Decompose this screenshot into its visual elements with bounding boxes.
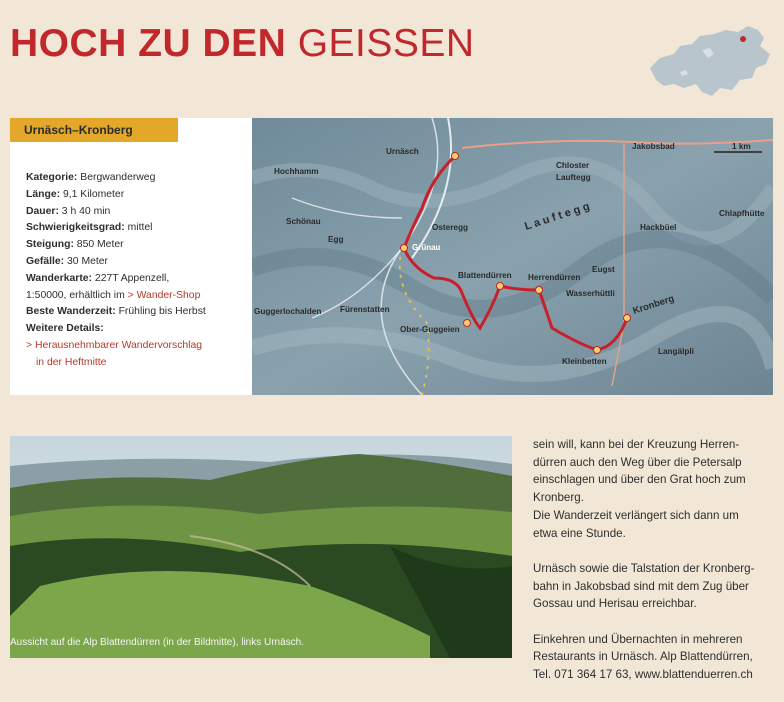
info-list [26, 170, 250, 372]
info-value: 3 h 40 min [58, 205, 111, 217]
body-text [533, 436, 778, 702]
place-herrendurren: Herrendürren [528, 273, 581, 282]
place-hackbuehl: Hackbüel [640, 223, 677, 232]
route-map-svg [252, 118, 773, 395]
info-label: Schwierigkeitsgrad: [26, 222, 125, 234]
info-value: mittel [124, 222, 153, 234]
info-label: Kategorie: [26, 172, 78, 183]
place-eugst: Eugst [592, 265, 615, 274]
paragraph [533, 436, 778, 507]
place-blattendurren: Blattendürren [458, 271, 512, 280]
info-label: Wanderkarte: [26, 272, 93, 284]
info-label: Weitere Details: [26, 323, 104, 335]
landscape-photo-svg [10, 436, 512, 658]
landscape-photo [10, 436, 512, 658]
place-lauftegg-big: L a u f t e g g [523, 200, 592, 233]
paragraph [533, 507, 778, 542]
info-row [26, 187, 250, 204]
text-line: etwa eine Stunde. [533, 526, 626, 540]
info-row [26, 237, 250, 254]
info-label: Dauer: [26, 205, 59, 217]
place-kleinbetten: Kleinbetten [562, 357, 607, 366]
place-hochhamm: Hochhamm [274, 167, 319, 176]
text-line: sein will, kann bei der Kreuzung Herren- [533, 438, 740, 451]
text-line: Urnäsch sowie die Talstation der Kronberg- [533, 561, 755, 575]
info-row [26, 204, 250, 221]
route-map [252, 118, 773, 395]
page-title [10, 22, 475, 66]
place-egg: Egg [328, 235, 344, 244]
map-scale-text: 1:50000, erhältlich im [26, 289, 125, 301]
paragraph [533, 560, 778, 613]
switzerland-locator-map [640, 10, 780, 110]
scale-label: 1 km [732, 142, 751, 151]
text-line: dürren auch den Weg über die Petersalp [533, 455, 742, 469]
info-value: 9,1 Kilometer [60, 188, 125, 200]
location-marker-icon [740, 36, 746, 42]
info-value: Frühling bis Herbst [115, 306, 206, 318]
info-value: 30 Meter [64, 255, 109, 267]
place-guggerloch: Guggerlochalden [254, 307, 322, 316]
text-line: Gossau und Herisau erreichbar. [533, 597, 697, 611]
info-label: Steigung: [26, 239, 74, 251]
title-bold: HOCH ZU DEN [10, 22, 287, 65]
text-line: Restaurants in Urnäsch. Alp Blattendürren, [533, 650, 753, 664]
photo-caption: Aussicht auf die Alp Blattendürren (in der Bildmitte), links Urnäsch. [10, 637, 305, 648]
text-line: Tel. 071 364 17 63, www.blattenduerren.ch [533, 668, 753, 682]
place-gruenau: Grünau [412, 243, 441, 252]
info-value: 850 Meter [73, 239, 124, 251]
info-value: Bergwanderweg [77, 172, 156, 183]
place-wasserhuettli: Wasserhüttli [566, 289, 615, 298]
info-box [10, 118, 252, 395]
info-label: Beste Wanderzeit: [26, 306, 116, 318]
info-row [26, 321, 250, 338]
place-langaelpli: Langälpli [658, 347, 694, 356]
place-chlapfhuette: Chlapfhütte [719, 209, 765, 218]
details-link[interactable]: > Herausnehmbarer Wandervorschlag [26, 339, 203, 351]
details-link-cont[interactable]: in der Heftmitte [36, 356, 107, 368]
info-row [26, 304, 250, 321]
place-lauftegg-small: Lauftegg [556, 173, 591, 182]
place-oberguggeien: Ober-Guggeien [400, 325, 460, 334]
info-heading-bar [10, 118, 178, 142]
text-line: einschlagen und über den Grat hoch zum [533, 473, 746, 487]
info-label: Länge: [26, 188, 61, 200]
info-value: 227T Appenzell, [92, 272, 170, 284]
place-fuerenstatten: Fürenstatten [340, 305, 390, 314]
info-row [26, 271, 250, 288]
text-line: Die Wanderzeit verlängert sich dann um [533, 508, 739, 522]
info-heading: Urnäsch–Kronberg [24, 123, 133, 137]
place-jakobsbad: Jakobsbad [632, 142, 675, 151]
title-light: GEISSEN [297, 22, 475, 65]
text-line: Kronberg. [533, 491, 584, 505]
place-kronberg: Kronberg [631, 293, 676, 317]
wander-shop-link[interactable]: > Wander-Shop [127, 289, 201, 301]
info-row [26, 288, 250, 305]
info-row [26, 220, 250, 237]
info-label: Gefälle: [26, 255, 65, 267]
info-row [26, 170, 250, 187]
place-urnaesch: Urnäsch [386, 147, 419, 156]
paragraph [533, 631, 778, 684]
place-osteregg: Osteregg [432, 223, 468, 232]
place-schoenau: Schönau [286, 217, 321, 226]
text-line: bahn in Jakobsbad sind mit dem Zug über [533, 579, 749, 593]
place-chloster: Chloster [556, 161, 590, 170]
text-line: Einkehren und Übernachten in mehreren [533, 632, 743, 646]
info-row [26, 254, 250, 271]
